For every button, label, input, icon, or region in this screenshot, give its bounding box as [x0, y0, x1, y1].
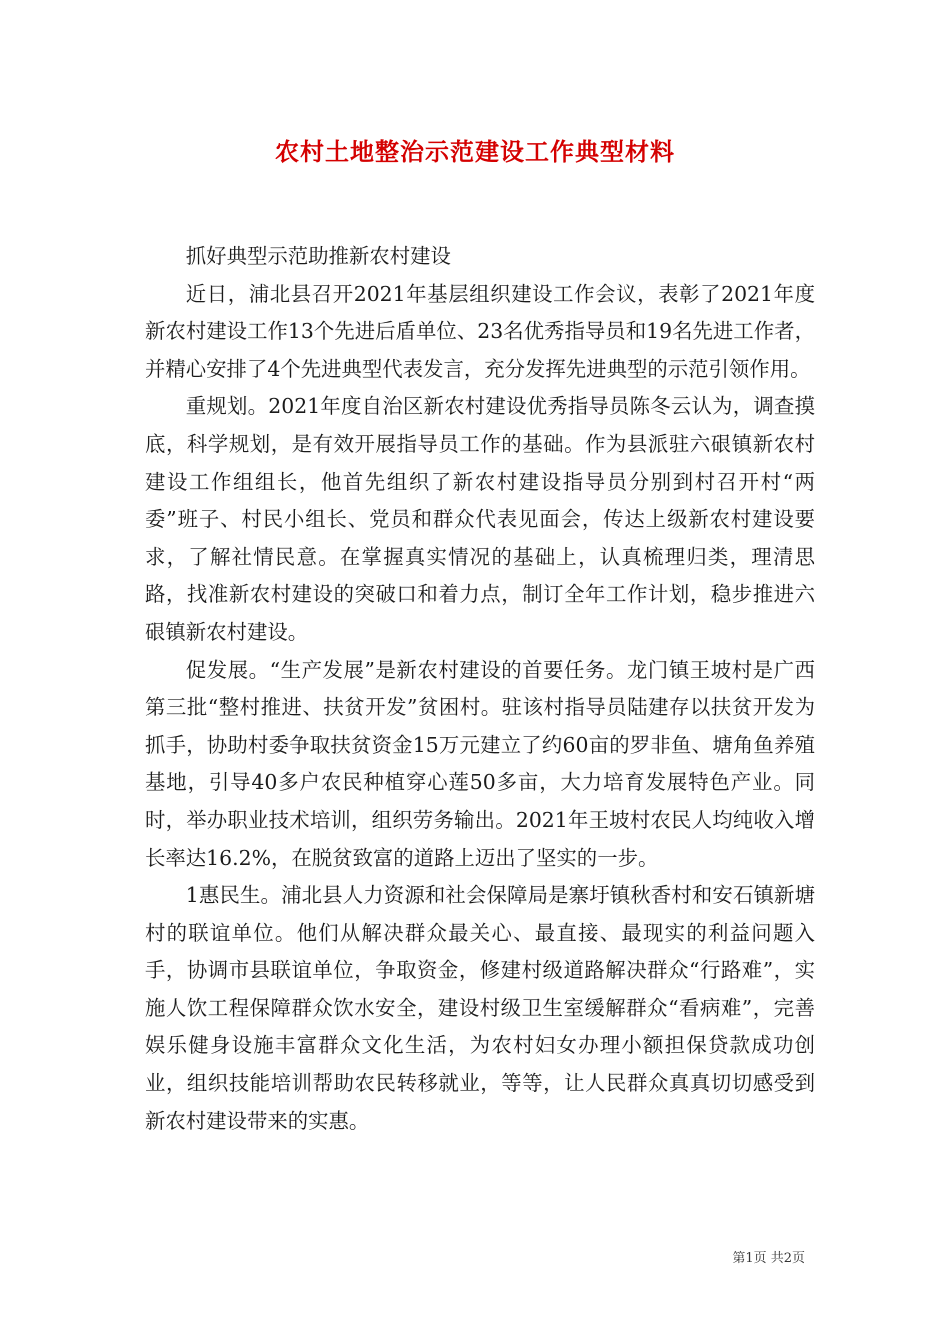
- paragraph-livelihood: 1惠民生。浦北县人力资源和社会保障局是寨圩镇秋香村和安石镇新塘村的联谊单位。他们从解决群众最关心、最直接、最现实的利益问题入手，协调市县联谊单位，争取资金，修建村级道路解决群众“行路难”，实施人饮工程保障群众饮水安全，建设村级卫生室缓解群众“看病难”，完善娱乐健身设施丰富群众文化生活，为农村妇女办理小额担保贷款成功创业，组织技能培训帮助农民转移就业，等等，让人民群众真真切切感受到新农村建设带来的实惠。: [145, 883, 815, 1133]
- paragraph-development: 促发展。“生产发展”是新农村建设的首要任务。龙门镇王坡村是广西第三批“整村推进、扶贫开发”贫困村。驻该村指导员陆建存以扶贫开发为抓手，协助村委争取扶贫资金15万元建立了约60亩的罗非鱼、塘角鱼养殖基地，引导40多户农民种植穿心莲50多亩，大力培育发展特色产业。同时，举办职业技术培训，组织劳务输出。2021年王坡村农民人均纯收入增长率达16.2%，在脱贫致富的道路上迈出了坚实的一步。: [145, 657, 815, 870]
- document-title: 农村土地整治示范建设工作典型材料: [275, 137, 675, 166]
- page-number: 第1页 共2页: [732, 1251, 805, 1266]
- paragraph-planning: 重规划。2021年度自治区新农村建设优秀指导员陈冬云认为，调查摸底，科学规划，是有效开展指导员工作的基础。作为县派驻六硍镇新农村建设工作组组长，他首先组织了新农村建设指导员分别到村召开村“两委”班子、村民小组长、党员和群众代表见面会，传达上级新农村建设要求，了解社情民意。在掌握真实情况的基础上，认真梳理归类，理清思路，找准新农村建设的突破口和着力点，制订全年工作计划，稳步推进六硍镇新农村建设。: [145, 394, 815, 644]
- paragraph-intro: 近日，浦北县召开2021年基层组织建设工作会议，表彰了2021年度新农村建设工作13个先进后盾单位、23名优秀指导员和19名先进工作者，并精心安排了4个先进典型代表发言，充分发挥先进典型的示范引领作用。: [145, 281, 815, 381]
- document-body: [145, 238, 815, 1140]
- document-subtitle: 抓好典型示范助推新农村建设: [185, 244, 451, 268]
